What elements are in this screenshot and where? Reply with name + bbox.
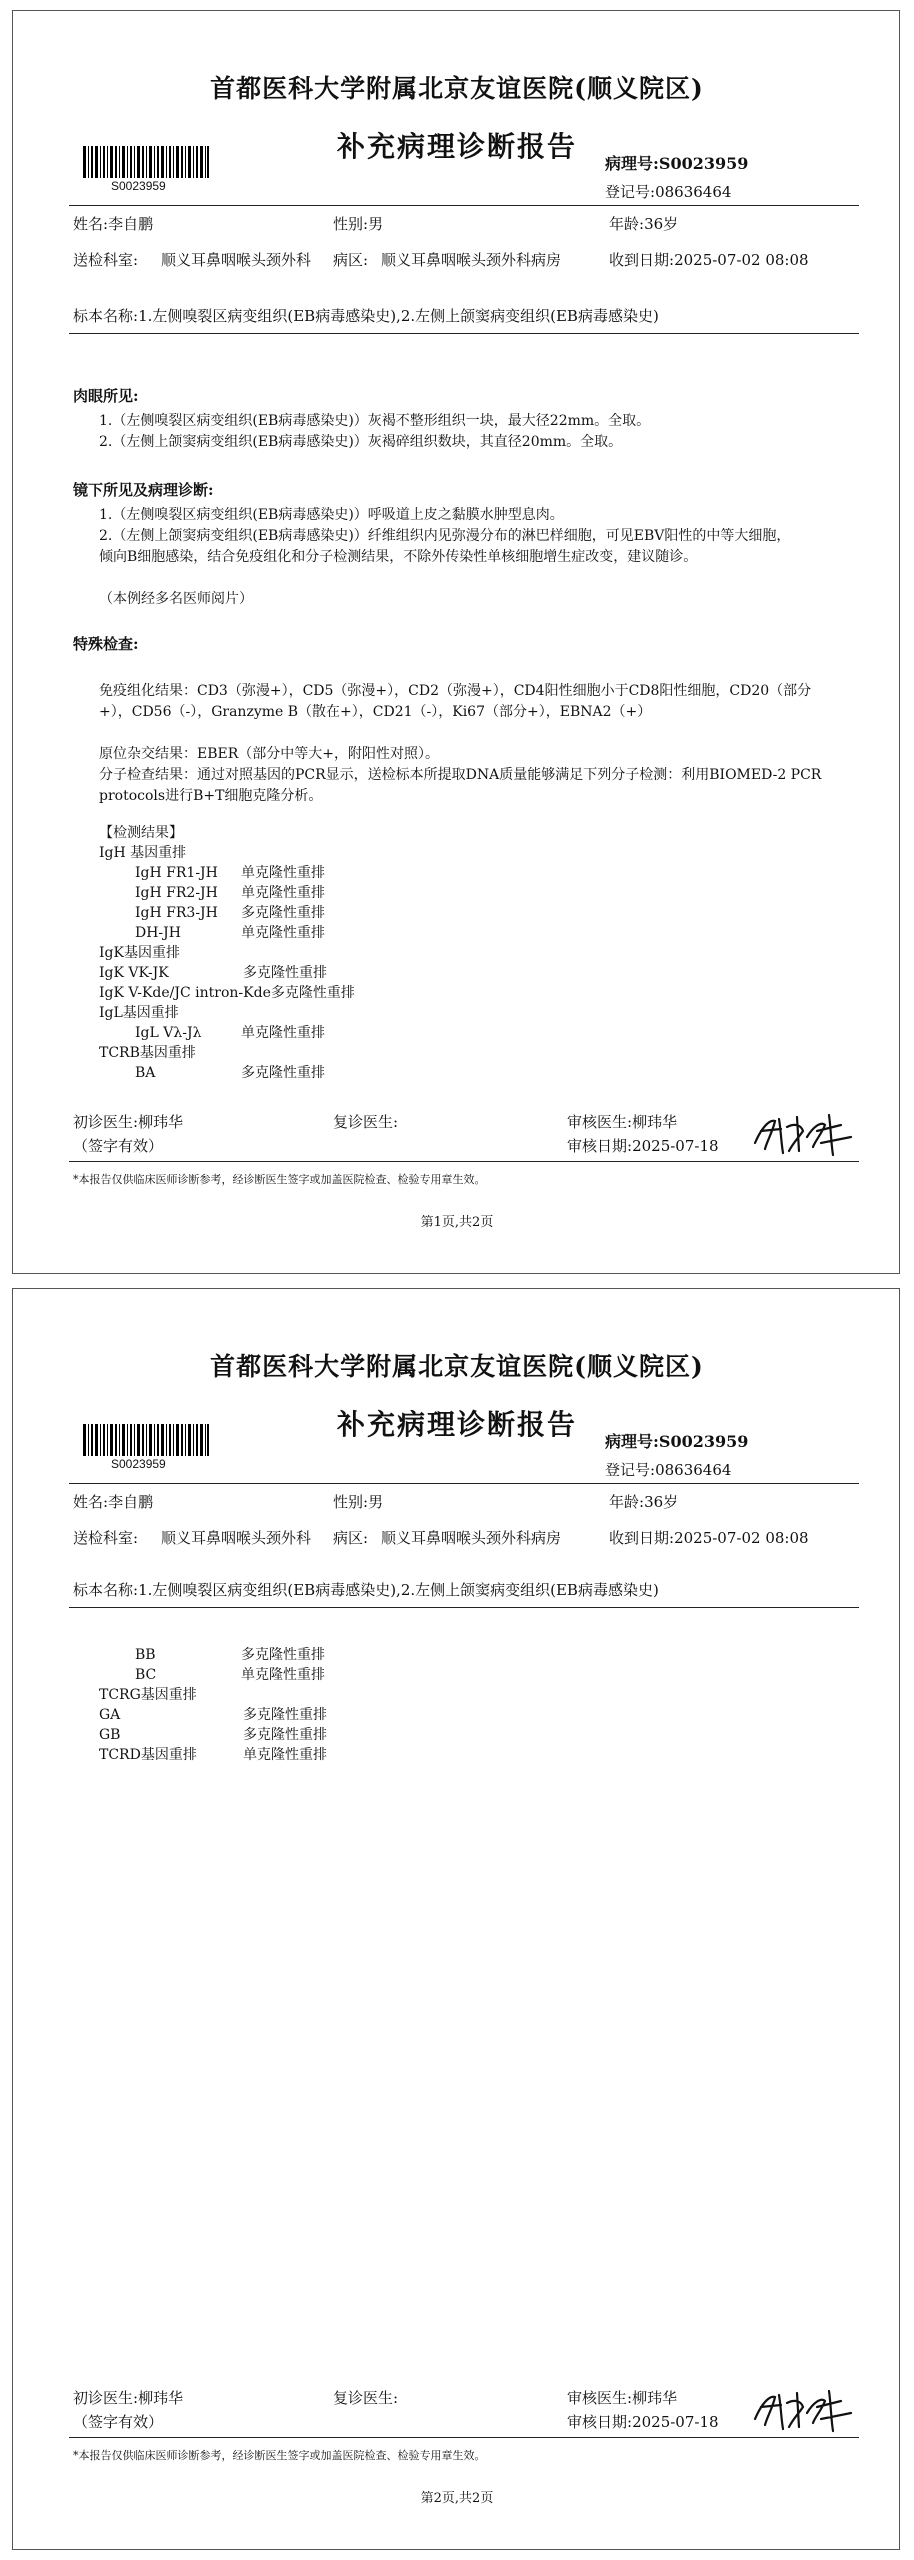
micro-line-2: 2.（左侧上颌窦病变组织(EB病毒感染史)）纤维组织内见弥漫分布的淋巴样细胞，可见EBV阳性的中等大细胞，倾向B细胞感染，结合免疫组化和分子检测结果，不除外传染性单核细胞增生症改变，建议随诊。 (99, 528, 791, 565)
signature-image (751, 1107, 861, 1159)
received-date-label: 收到日期: (609, 1529, 675, 1547)
result-row (99, 1685, 699, 1705)
specimen (73, 1579, 659, 1601)
result-row (99, 963, 699, 983)
result-row (99, 1725, 699, 1745)
result-gene: BA (135, 1065, 156, 1081)
dept-label: 送检科室: (73, 251, 139, 269)
result-value: 单克隆性重排 (241, 1025, 325, 1041)
audit-date (567, 2411, 719, 2433)
result-gene: TCRD基因重排 (99, 1747, 197, 1763)
result-row (99, 1665, 699, 1685)
ish-result: 原位杂交结果：EBER（部分中等大+，附阳性对照）。 (99, 746, 439, 762)
ihc-result: 免疫组化结果：CD3（弥漫+），CD5（弥漫+），CD2（弥漫+），CD4阳性细胞小于CD8阳性细胞，CD20（部分+），CD56（-），Granzyme B（散在+），CD21（-），Ki67（部分+），EBNA2（+） (99, 683, 812, 720)
divider (69, 333, 859, 334)
report-title: 补充病理诊断报告 (336, 1408, 577, 1441)
review-doctor-label: 复诊医生: (333, 2389, 399, 2407)
disclaimer-note: *本报告仅供临床医师诊断参考，经诊断医生签字或加盖医院检查、检验专用章生效。 (73, 1173, 486, 1186)
result-row (99, 843, 699, 863)
register-number-label: 登记号: (605, 1461, 656, 1479)
micro-line-1: 1.（左侧嗅裂区病变组织(EB病毒感染史)）呼吸道上皮之黏膜水肿型息肉。 (99, 507, 564, 523)
patient-gender-label: 性别: (333, 215, 369, 233)
result-row (99, 863, 699, 883)
result-value: 单克隆性重排 (243, 1747, 327, 1763)
result-row (99, 1023, 699, 1043)
audit-doctor-label: 审核医生: (567, 1113, 633, 1131)
initial-doctor-label: 初诊医生: (73, 1113, 139, 1131)
initial-doctor (73, 2387, 183, 2409)
result-gene: TCRB基因重排 (99, 1045, 196, 1061)
result-gene: IgH FR1-JH (135, 865, 218, 881)
result-value: 单克隆性重排 (241, 925, 325, 941)
received-date-value: 2025-07-02 08:08 (674, 1529, 809, 1547)
audit-doctor-value: 柳玮华 (632, 1113, 678, 1131)
divider (69, 1161, 859, 1162)
patient-age-label: 年龄: (609, 1493, 645, 1511)
result-value: 单克隆性重排 (241, 885, 325, 901)
results-list (99, 1645, 699, 1765)
specimen-label: 标本名称: (73, 1581, 139, 1599)
pathology-number-label: 病理号: (605, 154, 659, 173)
audit-date-value: 2025-07-18 (632, 2413, 719, 2431)
report-page-1 (12, 10, 900, 1274)
dept-label: 送检科室: (73, 1529, 139, 1547)
signature-image (751, 2383, 861, 2435)
result-row (99, 1003, 699, 1023)
specimen-value: 1.左侧嗅裂区病变组织(EB病毒感染史),2.左侧上颌窦病变组织(EB病毒感染史) (138, 307, 659, 325)
divider (69, 1483, 859, 1484)
patient-gender-value: 男 (368, 1493, 384, 1511)
result-value: 多克隆性重排 (241, 1647, 325, 1663)
result-gene: IgH FR2-JH (135, 885, 218, 901)
result-row (99, 1043, 699, 1063)
patient-gender-value: 男 (368, 215, 384, 233)
divider (69, 1607, 859, 1608)
result-gene: GB (99, 1727, 121, 1743)
patient-name-value: 李自鹏 (108, 215, 154, 233)
result-row (99, 1645, 699, 1665)
barcode (83, 1424, 209, 1456)
result-row (99, 1705, 699, 1725)
patient-age (609, 213, 678, 235)
received-date-label: 收到日期: (609, 251, 675, 269)
received-date (609, 1527, 809, 1549)
result-gene: IgK VK-JK (99, 965, 169, 981)
special-title: 特殊检查: (73, 635, 139, 653)
review-doctor (333, 2387, 398, 2409)
patient-age (609, 1491, 678, 1513)
result-value: 多克隆性重排 (241, 1065, 325, 1081)
divider (69, 2437, 859, 2438)
gross-line-1: 1.（左侧嗅裂区病变组织(EB病毒感染史)）灰褐不整形组织一块，最大径22mm。全取。 (99, 413, 651, 429)
result-gene: IgL基因重排 (99, 1005, 179, 1021)
gross-line-2: 2.（左侧上颌窦病变组织(EB病毒感染史)）灰褐碎组织数块，其直径20mm。全取。 (99, 434, 623, 450)
patient-name-label: 姓名: (73, 1493, 109, 1511)
signed-valid: （签字有效） (73, 1137, 164, 1155)
result-gene: IgK V-Kde/JC intron-Kde (99, 985, 271, 1001)
specimen-label: 标本名称: (73, 307, 139, 325)
result-row (99, 923, 699, 943)
result-gene: IgL Vλ-Jλ (135, 1025, 202, 1041)
results-title: 【检测结果】 (99, 825, 183, 841)
result-gene: IgH FR3-JH (135, 905, 218, 921)
patient-name-value: 李自鹏 (108, 1493, 154, 1511)
received-date (609, 249, 809, 271)
register-number (605, 181, 731, 202)
pathology-number (605, 1429, 748, 1452)
barcode-text: S0023959 (111, 179, 166, 193)
hospital-name: 首都医科大学附属北京友谊医院(顺义院区) (210, 1352, 704, 1381)
barcode-text: S0023959 (111, 1457, 166, 1471)
patient-name (73, 213, 153, 235)
result-value: 单克隆性重排 (241, 1667, 325, 1683)
patient-age-label: 年龄: (609, 215, 645, 233)
ward-value: 顺义耳鼻咽喉头颈外科病房 (381, 251, 562, 269)
micro-line-3: （本例经多名医师阅片） (99, 591, 253, 607)
pathology-number-value: S0023959 (658, 1432, 749, 1451)
result-gene: TCRG基因重排 (99, 1687, 197, 1703)
register-number (605, 1459, 731, 1480)
patient-name (73, 1491, 153, 1513)
micro-title: 镜下所见及病理诊断: (73, 481, 214, 499)
result-gene: BB (135, 1647, 156, 1663)
report-page-2 (12, 1288, 900, 2550)
patient-name-label: 姓名: (73, 215, 109, 233)
result-row (99, 1745, 699, 1765)
ward-label: 病区: (333, 1529, 369, 1547)
specimen (73, 305, 659, 327)
register-number-label: 登记号: (605, 183, 656, 201)
initial-doctor-value: 柳玮华 (138, 1113, 184, 1131)
specimen-value: 1.左侧嗅裂区病变组织(EB病毒感染史),2.左侧上颌窦病变组织(EB病毒感染史) (138, 1581, 659, 1599)
register-number-value: 08636464 (655, 183, 732, 201)
initial-doctor (73, 1111, 183, 1133)
audit-date-label: 审核日期: (567, 1137, 633, 1155)
result-value: 多克隆性重排 (270, 985, 355, 1001)
initial-doctor-value: 柳玮华 (138, 2389, 184, 2407)
result-value: 多克隆性重排 (243, 1707, 327, 1723)
audit-doctor (567, 1111, 677, 1133)
divider (69, 205, 859, 206)
hospital-name: 首都医科大学附属北京友谊医院(顺义院区) (210, 74, 704, 103)
gross-title: 肉眼所见: (73, 387, 139, 405)
result-gene: GA (99, 1707, 121, 1723)
ward-value: 顺义耳鼻咽喉头颈外科病房 (381, 1529, 562, 1547)
results-list (99, 843, 699, 1083)
result-gene: IgK基因重排 (99, 945, 180, 961)
result-gene: BC (135, 1667, 157, 1683)
result-value: 多克隆性重排 (243, 1727, 327, 1743)
pathology-number-label: 病理号: (605, 1432, 659, 1451)
patient-age-value: 36岁 (644, 1493, 679, 1511)
molecular-result: 分子检查结果：通过对照基因的PCR显示，送检标本所提取DNA质量能够满足下列分子检测：利用BIOMED-2 PCR protocols进行B+T细胞克隆分析。 (99, 767, 822, 804)
review-doctor-label: 复诊医生: (333, 1113, 399, 1131)
signed-valid: （签字有效） (73, 2413, 164, 2431)
result-value: 多克隆性重排 (241, 905, 325, 921)
patient-age-value: 36岁 (644, 215, 679, 233)
audit-doctor (567, 2387, 677, 2409)
dept-value: 顺义耳鼻咽喉头颈外科 (161, 1529, 312, 1547)
result-value: 多克隆性重排 (243, 965, 327, 981)
patient-gender-label: 性别: (333, 1493, 369, 1511)
result-gene: IgH 基因重排 (99, 845, 187, 861)
result-row (99, 1063, 699, 1083)
audit-date (567, 1135, 719, 1157)
result-row (99, 883, 699, 903)
audit-doctor-label: 审核医生: (567, 2389, 633, 2407)
result-row (99, 943, 699, 963)
dept-value: 顺义耳鼻咽喉头颈外科 (161, 251, 312, 269)
result-value: 单克隆性重排 (241, 865, 325, 881)
disclaimer-note: *本报告仅供临床医师诊断参考，经诊断医生签字或加盖医院检查、检验专用章生效。 (73, 2449, 486, 2462)
register-number-value: 08636464 (655, 1461, 732, 1479)
pathology-number-value: S0023959 (658, 154, 749, 173)
result-gene: DH-JH (135, 925, 181, 941)
result-row (99, 903, 699, 923)
patient-gender (333, 213, 383, 235)
review-doctor (333, 1111, 398, 1133)
received-date-value: 2025-07-02 08:08 (674, 251, 809, 269)
audit-doctor-value: 柳玮华 (632, 2389, 678, 2407)
report-title: 补充病理诊断报告 (336, 130, 577, 163)
patient-gender (333, 1491, 383, 1513)
initial-doctor-label: 初诊医生: (73, 2389, 139, 2407)
barcode (83, 146, 209, 178)
ward-label: 病区: (333, 251, 369, 269)
audit-date-label: 审核日期: (567, 2413, 633, 2431)
audit-date-value: 2025-07-18 (632, 1137, 719, 1155)
result-row (99, 983, 699, 1003)
page-number: 第2页,共2页 (420, 2491, 494, 2506)
pathology-number (605, 151, 748, 174)
page-number: 第1页,共2页 (420, 1215, 494, 1230)
